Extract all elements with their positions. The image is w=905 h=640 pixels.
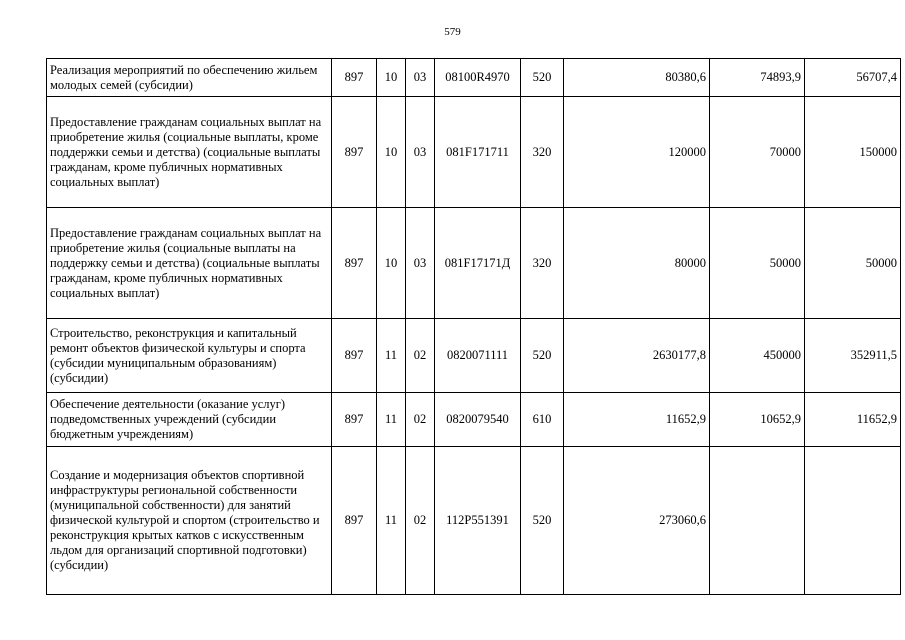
cell-amount-2: 70000 <box>710 97 805 208</box>
cell-amount-2: 10652,9 <box>710 393 805 447</box>
cell-amount-3 <box>805 447 901 595</box>
cell-subsection: 02 <box>406 319 435 393</box>
cell-expense-type: 320 <box>521 97 564 208</box>
cell-grbs: 897 <box>332 393 377 447</box>
cell-subsection: 03 <box>406 208 435 319</box>
cell-name: Реализация мероприятий по обеспечению жильем молодых семей (субсидии) <box>47 59 332 97</box>
cell-expense-type: 610 <box>521 393 564 447</box>
budget-table <box>46 58 901 595</box>
cell-amount-1: 80000 <box>564 208 710 319</box>
cell-section: 11 <box>377 447 406 595</box>
table-row <box>47 319 901 393</box>
cell-target-article: 0820071111 <box>435 319 521 393</box>
cell-amount-1: 273060,6 <box>564 447 710 595</box>
table-row <box>47 59 901 97</box>
cell-target-article: 08100R4970 <box>435 59 521 97</box>
cell-amount-3: 352911,5 <box>805 319 901 393</box>
cell-amount-3: 56707,4 <box>805 59 901 97</box>
table-row <box>47 393 901 447</box>
cell-section: 10 <box>377 59 406 97</box>
cell-amount-1: 2630177,8 <box>564 319 710 393</box>
cell-amount-3: 50000 <box>805 208 901 319</box>
cell-subsection: 03 <box>406 59 435 97</box>
cell-target-article: 0820079540 <box>435 393 521 447</box>
cell-name: Обеспечение деятельности (оказание услуг) подведомственных учреждений (субсидии бюджетным учреждениям) <box>47 393 332 447</box>
cell-amount-2 <box>710 447 805 595</box>
cell-target-article: 081F17171Д <box>435 208 521 319</box>
cell-grbs: 897 <box>332 208 377 319</box>
table-row <box>47 208 901 319</box>
cell-expense-type: 520 <box>521 319 564 393</box>
cell-amount-1: 11652,9 <box>564 393 710 447</box>
cell-section: 10 <box>377 97 406 208</box>
cell-subsection: 02 <box>406 393 435 447</box>
table-row <box>47 447 901 595</box>
cell-amount-2: 50000 <box>710 208 805 319</box>
cell-grbs: 897 <box>332 59 377 97</box>
cell-subsection: 03 <box>406 97 435 208</box>
cell-name: Предоставление гражданам социальных выплат на приобретение жилья (социальные выплаты, кроме поддержки семьи и детства) (социальные выплаты гражданам, кроме публичных нормативных социальных выплат) <box>47 97 332 208</box>
cell-expense-type: 520 <box>521 447 564 595</box>
cell-expense-type: 520 <box>521 59 564 97</box>
cell-amount-3: 150000 <box>805 97 901 208</box>
cell-section: 11 <box>377 319 406 393</box>
cell-name: Строительство, реконструкция и капитальный ремонт объектов физической культуры и спорта (субсидии муниципальным образованиям) (субсидии) <box>47 319 332 393</box>
page-number: 579 <box>444 26 461 38</box>
cell-amount-1: 120000 <box>564 97 710 208</box>
cell-grbs: 897 <box>332 447 377 595</box>
cell-target-article: 112P551391 <box>435 447 521 595</box>
cell-subsection: 02 <box>406 447 435 595</box>
cell-target-article: 081F171711 <box>435 97 521 208</box>
cell-grbs: 897 <box>332 97 377 208</box>
cell-expense-type: 320 <box>521 208 564 319</box>
table-body <box>47 59 901 595</box>
cell-section: 10 <box>377 208 406 319</box>
cell-amount-1: 80380,6 <box>564 59 710 97</box>
cell-amount-2: 74893,9 <box>710 59 805 97</box>
cell-name: Создание и модернизация объектов спортивной инфраструктуры региональной собственности (муниципальной собственности) для занятий физической культурой и спортом (строительство и реконструкция крытых катков с искусственным льдом для организаций спортивной подготовки) (субсидии) <box>47 447 332 595</box>
cell-grbs: 897 <box>332 319 377 393</box>
cell-section: 11 <box>377 393 406 447</box>
cell-name: Предоставление гражданам социальных выплат на приобретение жилья (социальные выплаты на поддержку семьи и детства) (социальные выплаты гражданам, кроме публичных нормативных социальных выплат) <box>47 208 332 319</box>
table-row <box>47 97 901 208</box>
cell-amount-3: 11652,9 <box>805 393 901 447</box>
cell-amount-2: 450000 <box>710 319 805 393</box>
